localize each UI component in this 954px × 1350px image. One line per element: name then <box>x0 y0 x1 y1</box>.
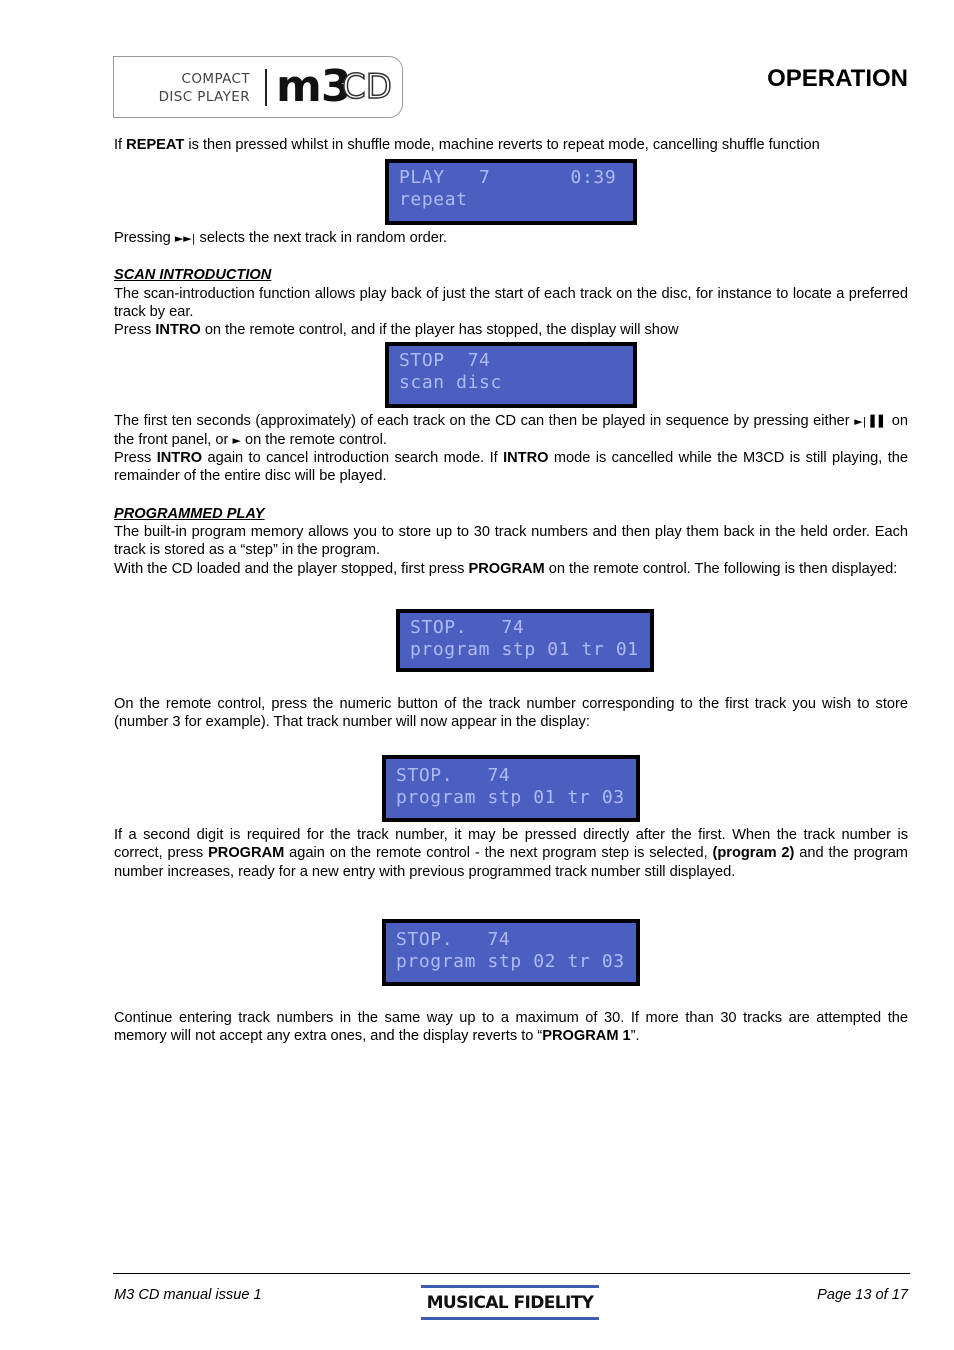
lcd-line-2: program stp 01 tr 01 <box>410 638 639 660</box>
program-paragraph-2 <box>114 560 908 578</box>
footer-manual-issue: M3 CD manual issue 1 <box>114 1287 262 1303</box>
text: If <box>114 137 127 153</box>
text: If a second digit is required for the track number, it may be pressed directly after the first. When the track number is correct, press <box>114 827 908 862</box>
bold-text: PROGRAM <box>208 845 285 862</box>
program-paragraph-4 <box>114 826 908 881</box>
scan-paragraph-1: The scan-introduction function allows play back of just the start of each track on the disc, for instance to locate a preferred track by ear. <box>114 286 908 321</box>
text: on the front panel, or <box>114 413 908 449</box>
lcd-line-1: STOP 74 <box>399 350 491 371</box>
text: mode is cancelled while the M3CD is still playing, the remainder of the entire disc will be played. <box>114 450 909 485</box>
lcd-screen <box>389 163 633 221</box>
text: on the remote control, and if the player has stopped, the display will show <box>200 322 679 338</box>
program-paragraph-5 <box>114 1009 908 1046</box>
lcd-screen <box>386 923 636 982</box>
bold-text: PROGRAM 1 <box>542 1028 631 1045</box>
text: is then pressed whilst in shuffle mode, machine reverts to repeat mode, cancelling shuffle function <box>184 137 820 153</box>
text: The first ten seconds (approximately) of each track on the CD can then be played in sequence by pressing either <box>114 413 855 429</box>
bold-text: PROGRAM <box>468 561 545 577</box>
bold-text: INTRO <box>156 450 203 466</box>
page-title: OPERATION <box>767 65 908 92</box>
scan-paragraph-3 <box>114 412 908 451</box>
lcd-display-program-1 <box>396 609 654 672</box>
lcd-screen <box>386 759 636 818</box>
footer-divider <box>113 1273 910 1274</box>
logo-line-1: COMPACT <box>181 71 250 87</box>
lcd-line-1: STOP. 74 <box>410 617 525 638</box>
lcd-display-program-3 <box>382 919 640 986</box>
lcd-line-2: program stp 02 tr 03 <box>396 950 625 972</box>
section-heading-program: PROGRAMMED PLAY <box>114 506 265 522</box>
lcd-line-2: program stp 01 tr 03 <box>396 786 625 808</box>
brand-logo <box>113 56 403 118</box>
bold-text: (program 2) <box>712 845 795 862</box>
next-track-paragraph <box>114 229 908 248</box>
lcd-line-1: STOP. 74 <box>396 765 511 786</box>
brand-name: MUSICAL FIDELITY <box>426 1292 594 1313</box>
text: selects the next track in random order. <box>195 230 447 246</box>
section-heading-scan: SCAN INTRODUCTION <box>114 267 272 283</box>
lcd-display-scan <box>385 342 637 408</box>
bold-text: REPEAT <box>126 137 185 153</box>
lcd-line-2: repeat <box>399 188 468 210</box>
text: on the remote control. <box>240 432 387 449</box>
page-number: Page 13 of 17 <box>817 1287 908 1303</box>
lcd-display-program-2 <box>382 755 640 822</box>
lcd-line-1: PLAY 7 0:39 <box>399 167 617 188</box>
logo-line-2: DISC PLAYER <box>158 89 250 105</box>
scan-paragraph-2 <box>114 321 908 339</box>
lcd-display-repeat <box>385 159 637 225</box>
bold-text: INTRO <box>503 450 549 466</box>
play-icon: ► <box>232 434 241 448</box>
lcd-line-2: scan disc <box>399 371 502 393</box>
text: on the remote control. The following is then displayed: <box>544 561 898 577</box>
text: again to cancel introduction search mode. If <box>202 450 504 466</box>
text: Press <box>114 450 157 466</box>
text: Press <box>114 322 156 338</box>
skip-forward-icon: ►►| <box>174 232 196 245</box>
play-pause-icon: ►| ▌▌ <box>854 415 888 428</box>
scan-paragraph-4 <box>114 449 908 486</box>
lcd-screen <box>400 613 650 668</box>
brand-footer-logo <box>421 1285 599 1320</box>
text: and the program number increases, ready for a new entry with previous programmed track number still displayed. <box>114 845 908 880</box>
repeat-paragraph <box>114 136 908 154</box>
text: Continue entering track numbers in the same way up to a maximum of 30. If more than 30 tracks are attempted the memory will not accept any extra ones, and the display reverts to “ <box>114 1010 908 1045</box>
text: Pressing <box>114 230 175 246</box>
logo-mark: m3 <box>276 61 351 112</box>
lcd-screen <box>389 346 633 404</box>
lcd-line-1: STOP. 74 <box>396 929 511 950</box>
logo-mark-cd: CD <box>342 67 392 107</box>
program-paragraph-1: The built-in program memory allows you to store up to 30 track numbers and then play them back in the held order. Each track is stored as a “step” in the program. <box>114 524 908 559</box>
text: With the CD loaded and the player stopped, first press <box>114 561 469 577</box>
text: ”. <box>630 1028 640 1045</box>
bold-text: INTRO <box>155 322 201 338</box>
logo-divider <box>265 69 267 106</box>
program-paragraph-3: On the remote control, press the numeric button of the track number corresponding to the first track you wish to store (number 3 for example). That track number will now appear in the display: <box>114 696 908 731</box>
text: again on the remote control - the next program step is selected, <box>284 845 713 862</box>
